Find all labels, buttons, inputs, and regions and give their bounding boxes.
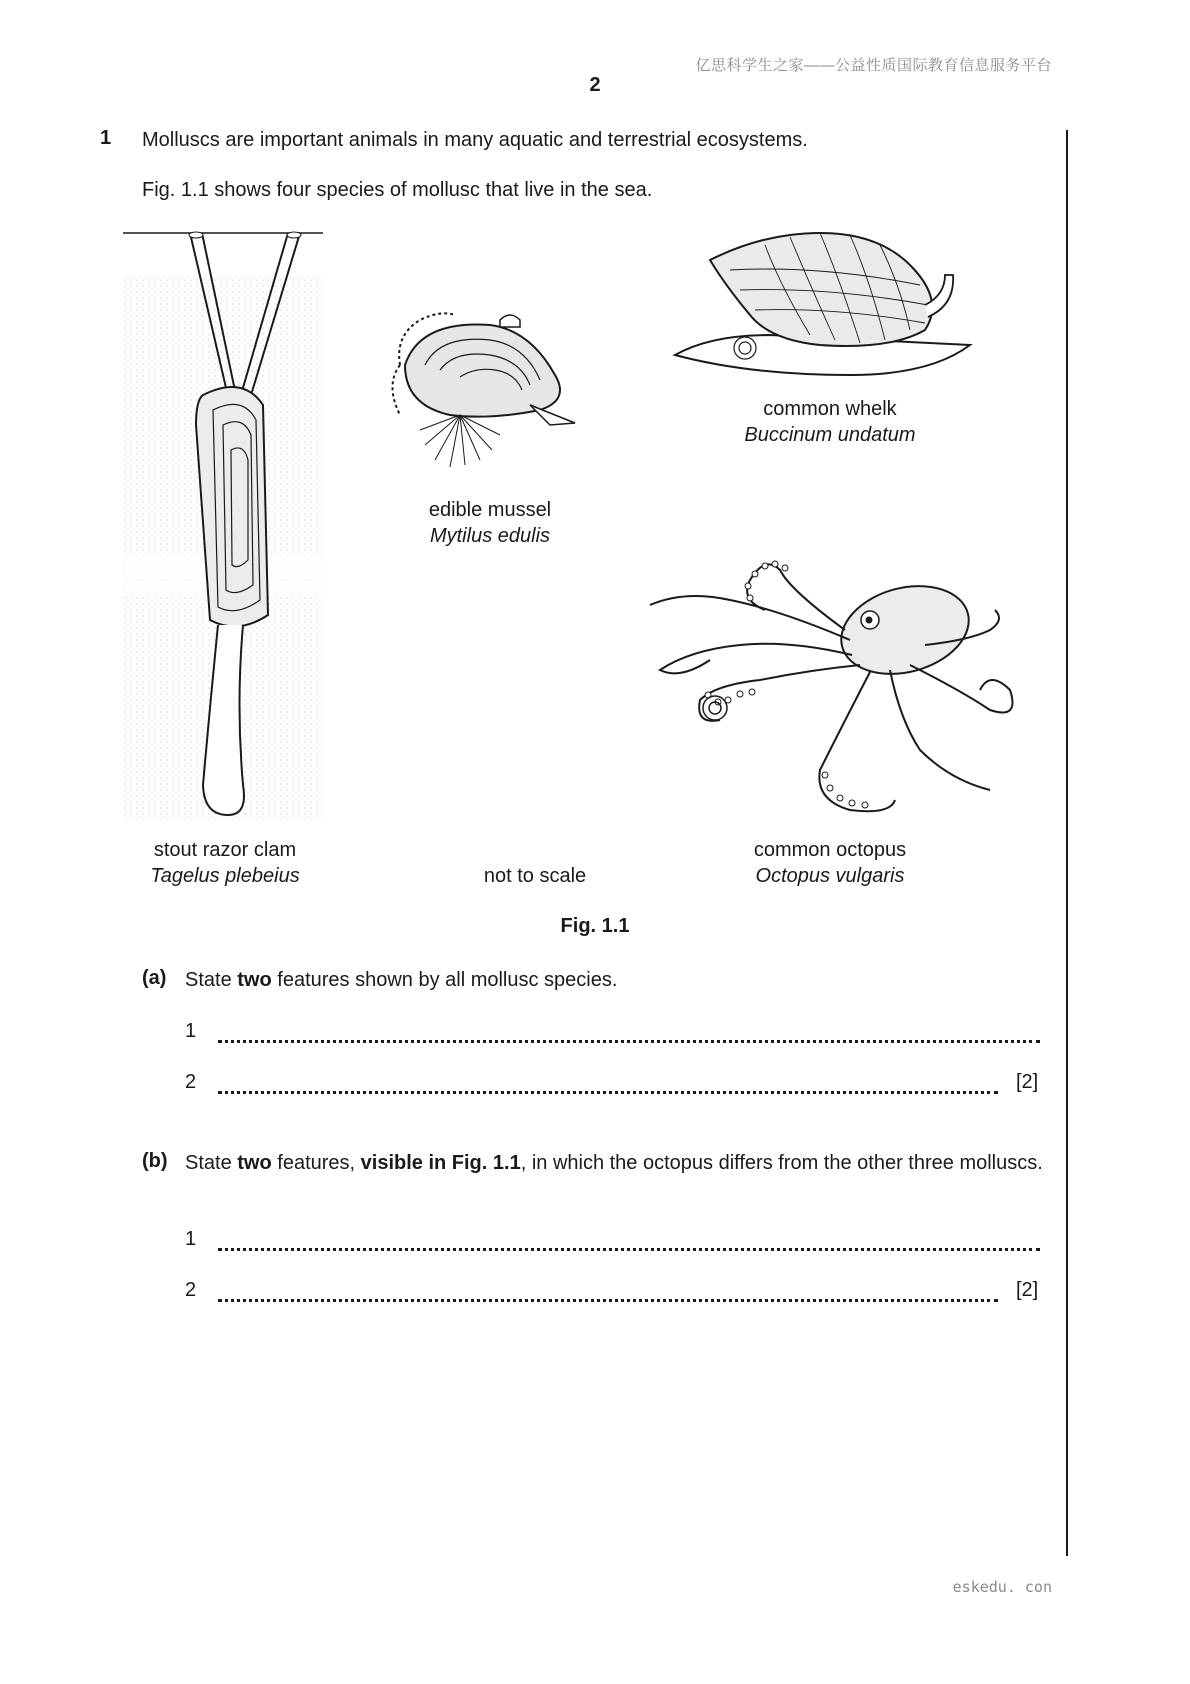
- part-b-line-2-number: 2: [185, 1279, 197, 1301]
- figure-reference: Fig. 1.1 shows four species of mollusc that live in the sea.: [142, 179, 653, 201]
- mussel-common-name: edible mussel: [428, 499, 552, 521]
- scale-note: not to scale: [483, 865, 587, 887]
- part-b-answer-line-2[interactable]: [218, 1299, 998, 1302]
- part-b-answer-line-1[interactable]: [218, 1248, 1040, 1251]
- mussel-caption: [370, 497, 610, 549]
- question-intro: Molluscs are important animals in many aquatic and terrestrial ecosystems.: [142, 129, 808, 151]
- whelk-common-name: common whelk: [763, 398, 897, 420]
- part-b-marks: [2]: [1016, 1279, 1039, 1301]
- margin-rule: [1066, 130, 1068, 1556]
- part-b-prompt: [185, 1150, 1045, 1176]
- whelk-caption: [700, 396, 960, 448]
- part-b-label: (b): [142, 1150, 168, 1172]
- razor-clam-caption: [115, 837, 335, 889]
- razor-clam-latin-name: Tagelus plebeius: [150, 865, 300, 887]
- question-number: 1: [100, 127, 112, 149]
- footer-site: eskedu. con: [952, 1578, 1052, 1596]
- octopus-latin-name: Octopus vulgaris: [755, 865, 905, 887]
- whelk-illustration: [670, 225, 990, 395]
- part-a-answer-line-2[interactable]: [218, 1091, 998, 1094]
- mussel-illustration: [380, 305, 610, 475]
- part-b-text-1: State: [185, 1152, 238, 1174]
- octopus-caption: [700, 837, 960, 889]
- part-b-bold-1: two: [237, 1152, 272, 1174]
- part-a-line-2-number: 2: [185, 1071, 197, 1093]
- part-a-line-1-number: 1: [185, 1020, 197, 1042]
- part-a-marks: [2]: [1016, 1071, 1039, 1093]
- watermark-text: 亿思科学生之家——公益性质国际教育信息服务平台: [695, 57, 1052, 74]
- whelk-latin-name: Buccinum undatum: [744, 424, 916, 446]
- part-a-label: (a): [142, 967, 167, 989]
- razor-clam-common-name: stout razor clam: [153, 839, 297, 861]
- part-a-bold: two: [237, 969, 272, 991]
- figure-title: Fig. 1.1: [560, 915, 630, 937]
- part-b-text-3: , in which the octopus differs from the other three molluscs.: [520, 1152, 1043, 1174]
- octopus-illustration: [640, 560, 1020, 830]
- part-b-text-2: features,: [271, 1152, 361, 1174]
- part-a-text-2: features shown by all mollusc species.: [271, 969, 618, 991]
- part-a-text-1: State: [185, 969, 238, 991]
- octopus-common-name: common octopus: [753, 839, 907, 861]
- mussel-latin-name: Mytilus edulis: [429, 525, 551, 547]
- part-b-bold-2: visible in Fig. 1.1: [360, 1152, 521, 1174]
- page-number: 2: [589, 74, 601, 96]
- part-a-answer-line-1[interactable]: [218, 1040, 1040, 1043]
- part-b-line-1-number: 1: [185, 1228, 197, 1250]
- razor-clam-illustration: [118, 225, 328, 825]
- part-a-prompt: [185, 967, 1045, 993]
